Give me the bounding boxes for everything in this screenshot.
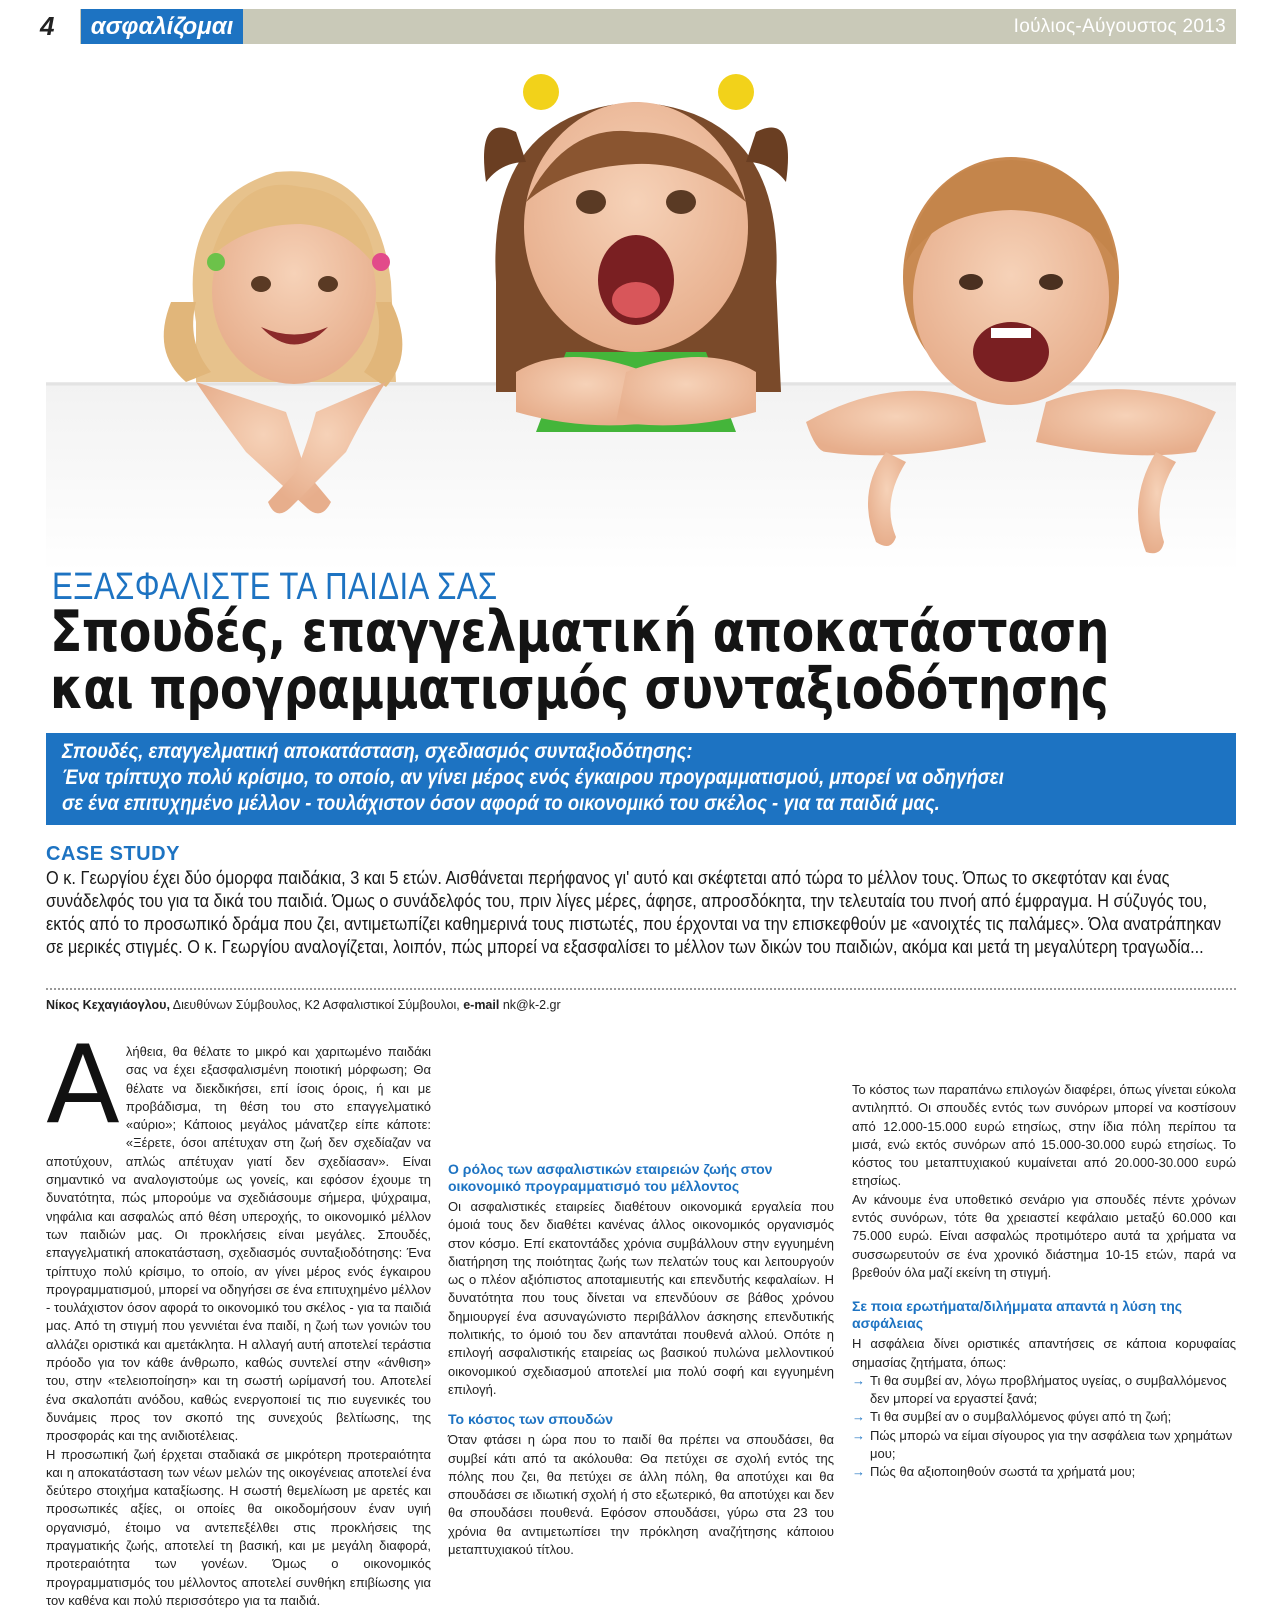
paragraph-scenario: Αν κάνουμε ένα υποθετικό σενάριο για σπουδές πέντε χρόνων εντός συνόρων, τότε θα χρειαστεί κεφάλαιο μεταξύ 60.000 και 75.000 ευρώ. Είναι ασφαλώς προτιμότερο αυτά τα χρήματα να συσσωρευτούν σε ένα χρονικό διάστημα 10-15 ετών, παρά να βρεθούν όλα μαζί εκείνη τη στιγμή. bbox=[852, 1191, 1236, 1280]
lead-text bbox=[62, 739, 1232, 817]
byline-email-label: e-mail bbox=[459, 998, 500, 1012]
byline-email: nk@k-2.gr bbox=[499, 998, 561, 1012]
list-item: → Τι θα συμβεί αν, λόγω προβλήματος υγείας, ο συμβαλλόμενος δεν μπορεί να εργαστεί ξανά; bbox=[852, 1372, 1236, 1409]
paragraph-cost-options: Το κόστος των παραπάνω επιλογών διαφέρει, όπως γίνεται εύκολα αντιληπτό. Οι σπουδές εντός των συνόρων μπορεί να κοστίσουν από 12.000-15.000 ευρώ ετησίως, στην ίδια πόλη περίπου τα μισά, ενώ εκτός συνόρων από 15.000-30.000 ευρώ ετησίως. Το κόστος του μεταπτυχιακού κυμαίνεται από 20.000-30.000 ευρώ ετησίως. bbox=[852, 1082, 1236, 1189]
drop-cap: Α bbox=[46, 1023, 120, 1148]
column-1 bbox=[46, 1023, 431, 1610]
lead-line-3: σε ένα επιτυχημένο μέλλον - τουλάχιστον όσον αφορά το οικονομικό του σκέλος - για τα παιδιά μας. bbox=[62, 792, 940, 815]
heading-study-cost: Το κόστος των σπουδών bbox=[448, 1411, 614, 1428]
byline-name: Νίκος Κεχαγιάογλου, bbox=[46, 998, 170, 1012]
column-3 bbox=[852, 1081, 1236, 1482]
headline-line-1: Σπουδές, επαγγελματική αποκατάσταση bbox=[50, 599, 1109, 665]
article-headline bbox=[50, 599, 1187, 722]
hero-photo bbox=[46, 52, 1236, 572]
byline-role: Διευθύνων Σύμβουλος, Κ2 Ασφαλιστικοί Σύμβουλοι, bbox=[169, 998, 460, 1012]
lead-line-1: Σπουδές, επαγγελματική αποκατάσταση, σχεδιασμός συνταξιοδότησης: bbox=[62, 740, 693, 763]
headline-line-2: και προγραμματισμός συνταξιοδότησης bbox=[50, 656, 1109, 722]
article-kicker: ΕΞΑΣΦΑΛΙΣΤΕ ΤΑ ΠΑΙΔΙΑ ΣΑΣ bbox=[52, 566, 498, 608]
paragraph-questions-intro: Η ασφάλεια δίνει οριστικές απαντήσεις σε κάποια κορυφαίας σημασίας ζητήματα, όπως: bbox=[852, 1336, 1236, 1370]
heading-insurance-role: Ο ρόλος των ασφαλιστικών εταιρειών ζωής στον οικονομικό προγραμματισμό του μέλλοντος bbox=[448, 1161, 773, 1194]
case-study-body: Ο κ. Γεωργίου έχει δύο όμορφα παιδάκια, 3 και 5 ετών. Αισθάνεται περήφανος γι' αυτό και σκέφτεται από τώρα το μέλλον τους. Όπως το σκεφτόταν και ένας συνάδελφός του για τα δικά του παιδιά. Όμως ο συνάδελφός του, πριν λίγες μέρες, άφησε, απροσδόκητα, την τελευταία του πνοή από έμφραγμα. Η σύζυγός του, εκτός από το προσωπικό δράμα που ζει, αντιμετωπίζει καθημερινά τους πιστωτές, που έρχονται να την επισκεφθούν με «ανοιχτές τις παλάμες». Όλα ανατράπηκαν σε μερικές στιγμές. Ο κ. Γεωργίου αναλογίζεται, λοιπόν, πώς μπορεί να εξασφαλίσει το μέλλον των δικών του παιδιών, ακόμα και μετά τη μεγαλύτερη τραγωδία... bbox=[46, 867, 1222, 957]
paragraph-intro: λήθεια, θα θέλατε το μικρό και χαριτωμένο παιδάκι σας να έχει εξασφαλισμένη ποιοτική μόρφωση; Θα θέλατε να διεκδικήσει, επί ίσοις όροις, ή και με προβάδισμα, τη θέση του στο επαγγελματικό «αύριο»; Κάποιος μεγάλος μάνατζερ είπε κάποτε: «Ξέρετε, όσοι απέτυχαν στη ζωή δεν σχεδίαζαν να αποτύχουν, απλώς απέτυχαν γιατί δεν σχεδίασαν». Είναι σημαντικό να αναλογιστούμε ως γονείς, και εφόσον έχουμε τη δυνατότητα, πώς μπορούμε να σχεδιάσουμε σήμερα, ψύχραιμα, νηφάλια και ασφαλώς από θέση υπεροχής, το οικονομικό μέλλον των παιδιών μας. Οι προκλήσεις είναι μεγάλες. Σπουδές, επαγγελματική αποκατάσταση, σχεδιασμός συνταξιοδότησης: Ένα τρίπτυχο πολύ κρίσιμο, το οποίο, αν γίνει μέρος ενός έγκαιρου προγραμματισμού, μπορεί να οδηγήσει σε ένα επιτυχημένο μέλλον - τουλάχιστον όσον αφορά το οικονομικό του σκέλος - για τα παιδιά μας. Από τη στιγμή που γεννιέται ένα παιδί, η ζωή των γονιών του αλλάζει οριστικά και αμετάκλητα. Η αλλαγή αυτή αποτελεί τεράστια πρόοδο για τον κάθε άνθρωπο, καθώς συντελεί στην «άνθιση» του, στην «τελειοποίηση» και τη σωστή ωρίμανσή του. Αποτελεί ένα σκαλοπάτι ανόδου, καθώς ενεργοποιεί τις πιο ευγενικές του δυνάμεις προς τον σκοπό της συνεχούς βελτίωσης, της προσφοράς και της ανιδιοτέλειας. bbox=[46, 1044, 431, 1444]
byline bbox=[46, 998, 561, 1012]
page-number: 4 bbox=[40, 9, 80, 44]
paragraph-insurance-role: Οι ασφαλιστικές εταιρείες διαθέτουν οικονομικά εργαλεία που όμοιά τους δεν διαθέτει κανένας άλλος οικονομικός οργανισμός στον κόσμο. Επί εκατοντάδες χρόνια συμβάλλουν στην εγγυημένη διατήρηση της ποιότητας ζωής των πελατών τους και λειτουργούν ως ο πλέον αξιόπιστος αποταμιευτής και επενδυτής κεφαλαίων. Η δυνατότητα που τους δίνεται να επενδύουν σε βάθος χρόνου δημιουργεί ένα ασυναγώνιστο περιβάλλον άσκησης επενδυτικής πολιτικής, το όμοιό του δεν απαντάται πουθενά αλλού. Οπότε η επιλογή ασφαλιστικής εταιρείας ως βασικού πυλώνα μελλοντικού οικονομικού σχεδιασμού αποτελεί μια πολύ σοφή και εγγυημένη επιλογή. bbox=[448, 1199, 834, 1397]
middle-girl bbox=[484, 74, 788, 432]
questions-list bbox=[852, 1372, 1236, 1482]
heading-questions: Σε ποια ερωτήματα/διλήμματα απαντά η λύση της ασφάλειας bbox=[852, 1298, 1183, 1332]
list-item: → Τι θα συμβεί αν ο συμβαλλόμενος φύγει από τη ζωή; bbox=[852, 1408, 1236, 1426]
dotted-divider bbox=[46, 988, 1236, 990]
column-2 bbox=[448, 1043, 834, 1559]
issue-date: Ιούλιος-Αύγουστος 2013 bbox=[1013, 16, 1226, 37]
lead-line-2: Ένα τρίπτυχο πολύ κρίσιμο, το οποίο, αν γίνει μέρος ενός έγκαιρου προγραμματισμού, μπορεί να οδηγήσει bbox=[62, 766, 1004, 789]
list-item: → Πώς θα αξιοποιηθούν σωστά τα χρήματά μου; bbox=[852, 1463, 1236, 1481]
paragraph-study-cost: Όταν φτάσει η ώρα που το παιδί θα πρέπει να σπουδάσει, θα συμβεί κάτι από τα ακόλουθα: Θα πετύχει σε σχολή εντός της πόλης που ζει, θα πετύχει σε άλλη πόλη, θα αποτύχει και θα σπουδάσει σε ιδιωτική σχολή ή στο εξωτερικό, θα αποτύχει και δεν θα σπουδάσει πουθενά. Εφόσον σπουδάσει, γύρω στα 23 του χρόνια θα αντιμετωπίσει την πρόκληση αναζήτησης κάποιου μεταπτυχιακού τίτλου. bbox=[448, 1432, 834, 1558]
list-item: → Πώς μπορώ να είμαι σίγουρος για την ασφάλεια των χρημάτων μου; bbox=[852, 1427, 1236, 1464]
lead-box bbox=[46, 733, 1236, 825]
paragraph-personal-life: Η προσωπική ζωή έρχεται σταδιακά σε μικρότερη προτεραιότητα και η αποκατάσταση των νέων μελών της οικογένειας αποτελεί ένα δεύτερο στοιχήμα καταξίωσης. Η σωστή θεμελίωση με αρετές και προσωπικές αξίες, οι οποίες θα οικοδομήσουν έναν υγιή οργανισμό, έτοιμο να αντεπεξέλθει στις προκλήσεις της πραγματικής ζωής, αποτελεί τη βασική, και με μεγάλη διαφορά, προτεραιότητα των γονέων. Όμως ο οικονομικός προγραμματισμός του μέλλοντος αποτελεί συνθήκη επιβίωσης για τον καθένα και πολύ περισσότερο για τα παιδιά. bbox=[46, 1446, 431, 1608]
section-tag: ασφαλίζομαι bbox=[81, 9, 243, 44]
case-study-title: CASE STUDY bbox=[46, 843, 180, 865]
three-children-photo-icon bbox=[46, 52, 1236, 572]
